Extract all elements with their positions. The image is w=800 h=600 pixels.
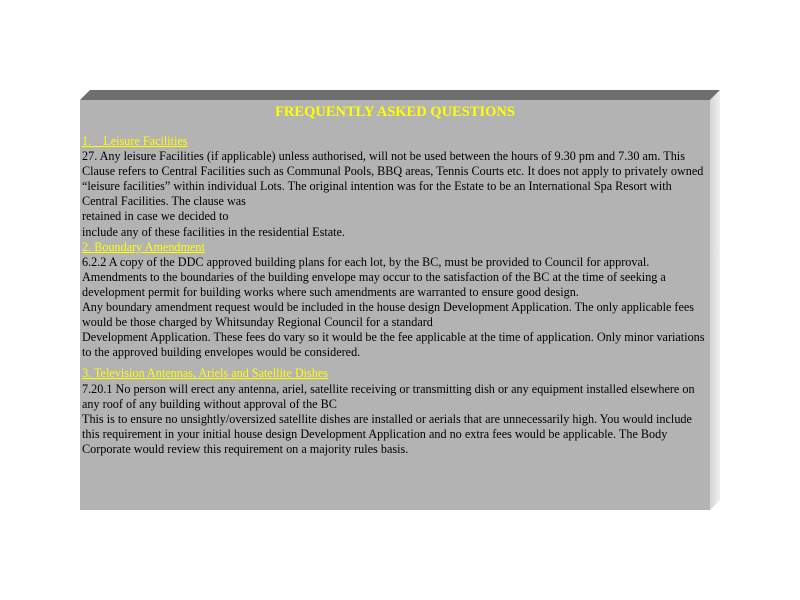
section-paragraph: This is to ensure no unsightly/oversized satellite dishes are installed or aerials that are unnecessarily high. You would include this requirement in your initial house design Development Application and no extra fees would be applicable. The Body Corporate would review this requirement on a majority rules basis. [82, 411, 692, 456]
section-heading-antennas[interactable]: 3. Television Antennas, Ariels and Satellite Dishes [82, 366, 329, 381]
section-paragraph: 7.20.1 No person will erect any antenna, ariel, satellite receiving or transmitting dish or any equipment installed elsewhere on any roof of any building without approval of the BC [82, 381, 695, 411]
section-paragraph: Development Application. These fees do vary so it would be the fee applicable at the time of application. Only minor variations to the approved building envelopes would be considered. [82, 330, 705, 360]
section-heading-boundary[interactable]: 2. Boundary Amendment [82, 239, 205, 254]
section-paragraph: include any of these facilities in the residential Estate. [82, 224, 345, 239]
section-paragraph: Any boundary amendment request would be included in the house design Development Application. The only applicable fees would be those charged by Whitsunday Regional Council for a standard [82, 300, 695, 330]
section-paragraph: 27. Any leisure Facilities (if applicable) unless authorised, will not be used between the hours of 9.30 pm and 7.30 am. This Clause refers to Central Facilities such as Communal Pools, BBQ areas, Tennis Courts etc. It does not apply to privately owned “leisure facilities” within individual Lots. The original intention was for the Estate to be an International Spa Resort with Central Facilities. The clause was [82, 149, 704, 209]
section-paragraph: retained in case we decided to [82, 209, 229, 224]
section-paragraph: 6.2.2 A copy of the DDC approved building plans for each lot, by the BC, must be provided to Council for approval. Amendments to the boundaries of the building envelope may occur to the satisfaction of the BC at the time of seeking a development permit for building works where such amendments are warranted to ensure good design. [82, 254, 666, 299]
panel-bevel-right [710, 90, 720, 510]
section-heading-leisure[interactable]: 1. Leisure Facilities [82, 134, 188, 148]
panel-bevel-top [80, 90, 720, 100]
page-title: FREQUENTLY ASKED QUESTIONS [275, 104, 515, 120]
faq-panel [80, 100, 710, 510]
